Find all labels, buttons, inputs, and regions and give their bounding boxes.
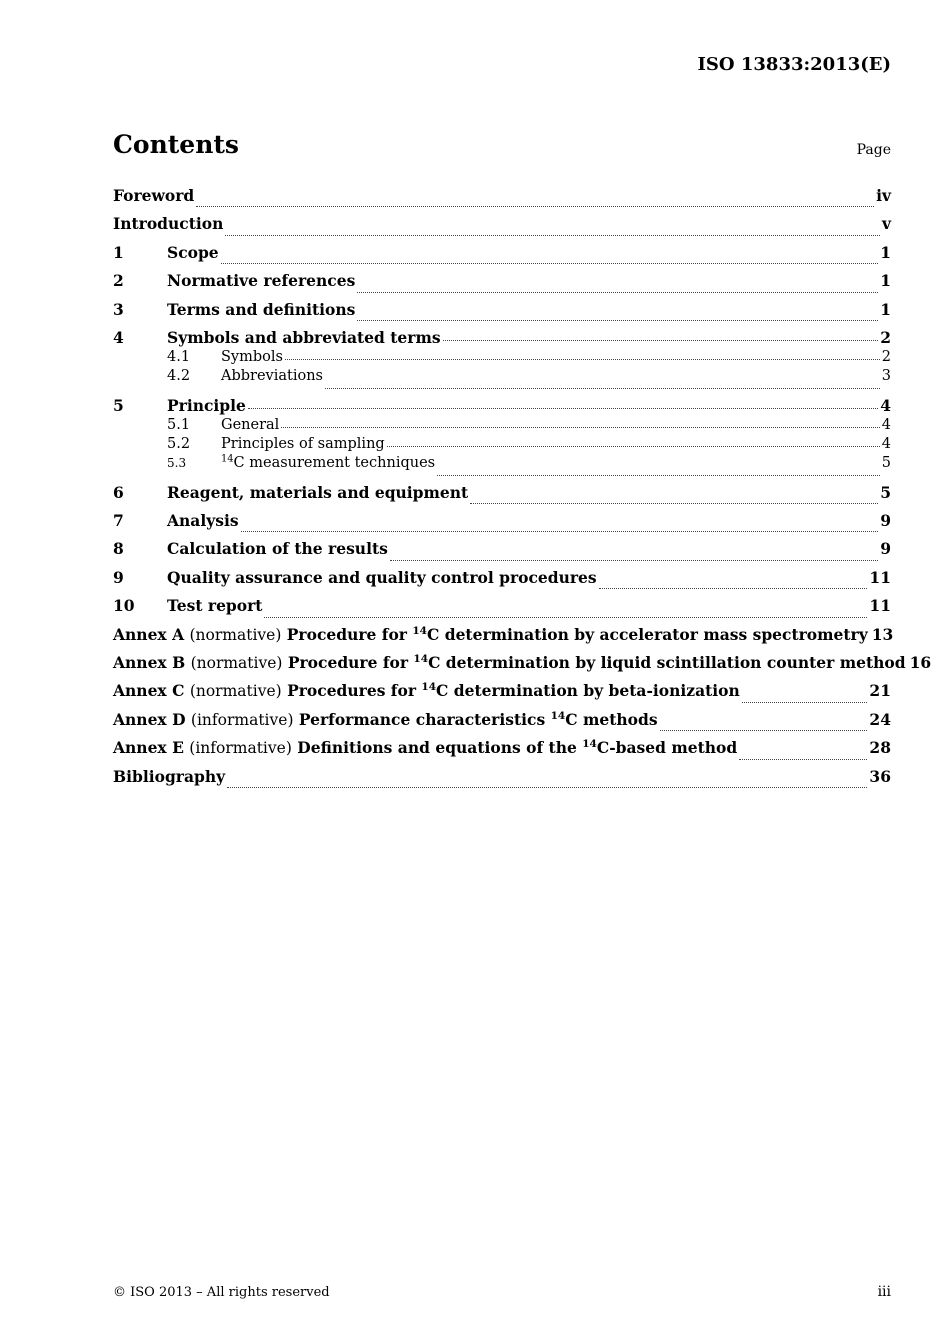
- page-number: 11: [869, 567, 891, 587]
- section-number: 4: [113, 327, 124, 347]
- toc-entry-title: [167, 539, 388, 559]
- section-title: Principle: [167, 395, 246, 415]
- annex-label: Annex E: [113, 738, 184, 758]
- toc-annex-entry[interactable]: [113, 624, 894, 653]
- annex-label: Annex B: [113, 652, 186, 672]
- page-number: 5: [881, 455, 891, 472]
- isotope-superscript: 14: [550, 709, 566, 722]
- toc-entry[interactable]: [113, 568, 891, 596]
- dot-leader: [660, 730, 868, 731]
- annex-title-end: C-based method: [596, 738, 738, 758]
- annex-type: (normative): [189, 682, 282, 701]
- toc-entry-title: [221, 416, 279, 434]
- page-number: 4: [881, 435, 891, 452]
- section-title: Analysis: [167, 511, 239, 531]
- section-number: 8: [113, 539, 124, 559]
- page-number: 4: [880, 395, 891, 415]
- page-number: iv: [876, 186, 891, 205]
- section-number: 5.1: [167, 416, 191, 433]
- section-title: Introduction: [113, 214, 224, 234]
- page-number: 1: [880, 299, 891, 319]
- section-title: Bibliography: [113, 766, 226, 786]
- section-number: 5.3: [167, 456, 187, 471]
- annex-title-end: C methods: [565, 709, 658, 729]
- toc-entry-title: [113, 681, 740, 701]
- section-title: Abbreviations: [221, 368, 323, 385]
- annex-title-end: C determination by liquid scintillation counter method: [428, 652, 906, 672]
- toc-entry-title: [167, 483, 468, 503]
- section-title: Symbols and abbreviated terms: [167, 327, 441, 347]
- section-number: 6: [113, 482, 124, 502]
- toc-entry-title: [221, 435, 385, 453]
- annex-type: (informative): [190, 710, 294, 729]
- annex-label: Annex C: [113, 681, 185, 701]
- isotope-superscript: 14: [412, 624, 427, 637]
- toc-entry[interactable]: [113, 767, 891, 795]
- toc-entry[interactable]: [113, 186, 891, 214]
- annex-label: Annex A: [113, 624, 185, 644]
- dot-leader: [248, 408, 878, 409]
- toc-entry-title: [113, 214, 223, 234]
- page-column-label: Page: [856, 142, 891, 158]
- section-title: C measurement techniques: [233, 455, 436, 472]
- page-number: 36: [869, 766, 891, 786]
- toc-entry-title: [167, 243, 219, 263]
- section-number: 1: [113, 242, 124, 262]
- section-title: Reagent, materials and equipment: [167, 482, 469, 502]
- dot-leader: [357, 320, 878, 321]
- dot-leader: [739, 759, 867, 760]
- table-of-contents: [113, 186, 932, 795]
- dot-leader: [437, 475, 880, 476]
- document-id: ISO 13833:2013(E): [697, 54, 891, 75]
- toc-subentry[interactable]: [113, 435, 891, 454]
- dot-leader: [325, 388, 880, 389]
- annex-type: (normative): [190, 653, 283, 672]
- toc-annex-entry[interactable]: [113, 652, 932, 681]
- toc-entry[interactable]: [113, 396, 891, 416]
- toc-entry-title: [167, 511, 239, 531]
- toc-annex-entry[interactable]: [113, 710, 891, 738]
- toc-entry[interactable]: [113, 214, 891, 242]
- toc-subentry[interactable]: [113, 416, 891, 435]
- dot-leader: [470, 503, 878, 504]
- dot-leader: [196, 206, 874, 207]
- toc-entry-title: [221, 348, 283, 366]
- page-number: 16: [909, 652, 932, 672]
- footer-page-number: iii: [877, 1284, 891, 1300]
- section-title: Symbols: [221, 348, 283, 365]
- section-title: Test report: [167, 596, 263, 616]
- section-number: 3: [113, 299, 124, 319]
- toc-subentry[interactable]: [113, 367, 891, 395]
- toc-annex-entry[interactable]: [113, 738, 891, 766]
- annex-type: (normative): [189, 625, 282, 644]
- toc-entry-title: [167, 271, 355, 291]
- footer-copyright: © ISO 2013 – All rights reserved: [113, 1285, 330, 1300]
- annex-title-end: C determination by accelerator mass spectrometry: [427, 624, 868, 644]
- dot-leader: [225, 235, 880, 236]
- section-number: 2: [113, 271, 124, 291]
- toc-subentry[interactable]: [113, 348, 891, 367]
- page-number: 2: [880, 327, 891, 347]
- section-title: Normative references: [167, 271, 356, 291]
- toc-entry-title: [113, 767, 225, 787]
- toc-entry[interactable]: [113, 511, 891, 539]
- annex-title-start: Definitions and equations of the: [297, 738, 583, 758]
- page-number: 13: [871, 624, 894, 644]
- section-title: Principles of sampling: [221, 435, 385, 452]
- toc-entry[interactable]: [113, 596, 891, 624]
- page-number: 11: [869, 596, 891, 616]
- section-title: Quality assurance and quality control procedures: [167, 567, 597, 587]
- toc-entry[interactable]: [113, 328, 891, 348]
- page-number: 4: [881, 416, 891, 433]
- dot-leader: [264, 617, 867, 618]
- toc-entry-title: [113, 186, 194, 206]
- isotope-superscript: 14: [421, 681, 437, 694]
- dot-leader: [285, 359, 880, 360]
- annex-title-start: Procedures for: [287, 681, 422, 701]
- page-number: 24: [869, 709, 891, 729]
- section-title: Terms and definitions: [167, 299, 356, 319]
- annex-title-start: Procedure for: [286, 624, 413, 644]
- dot-leader: [390, 560, 878, 561]
- annex-label: Annex D: [113, 709, 186, 729]
- section-number: 4.2: [167, 368, 191, 385]
- toc-entry-title: [167, 596, 262, 616]
- section-title: Calculation of the results: [167, 539, 388, 559]
- annex-type: (informative): [189, 739, 292, 758]
- toc-entry-title: [221, 454, 435, 472]
- page-number: 28: [869, 738, 891, 758]
- page-number: 2: [881, 348, 891, 365]
- toc-entry[interactable]: [113, 483, 891, 511]
- section-title: Foreword: [113, 186, 195, 205]
- toc-entry[interactable]: [113, 271, 891, 299]
- toc-entry-title: [167, 396, 246, 416]
- dot-leader: [227, 787, 867, 788]
- section-number: 9: [113, 567, 124, 587]
- dot-leader: [357, 292, 878, 293]
- page-number: 9: [880, 511, 891, 531]
- section-number: 5.2: [167, 435, 191, 452]
- toc-entry-title: [113, 625, 868, 645]
- page-number: 5: [880, 482, 891, 502]
- dot-leader: [221, 263, 879, 264]
- toc-subentry[interactable]: [113, 454, 891, 482]
- section-number: 4.1: [167, 348, 191, 365]
- dot-leader: [387, 446, 880, 447]
- toc-entry-title: [113, 653, 906, 673]
- page-number: 1: [880, 271, 891, 291]
- page-number: 3: [881, 368, 891, 385]
- toc-entry-title: [167, 568, 597, 588]
- page-number: v: [881, 214, 891, 234]
- dot-leader: [281, 427, 879, 428]
- dot-leader: [742, 702, 868, 703]
- dot-leader: [443, 340, 879, 341]
- toc-entry[interactable]: [113, 243, 891, 271]
- section-number: 7: [113, 511, 124, 531]
- section-number: 10: [113, 596, 135, 616]
- page-number: 9: [880, 539, 891, 559]
- section-number: 5: [113, 395, 124, 415]
- annex-title-end: C determination by beta-ionization: [436, 681, 740, 701]
- section-title: General: [221, 416, 280, 433]
- toc-entry[interactable]: [113, 539, 891, 567]
- isotope-superscript: 14: [413, 653, 429, 666]
- page-number: 21: [869, 681, 891, 701]
- isotope-superscript: 14: [221, 453, 234, 465]
- page-number: 1: [880, 242, 891, 262]
- annex-title-start: Procedure for: [287, 652, 414, 672]
- annex-title-start: Performance characteristics: [298, 709, 551, 729]
- dot-leader: [241, 531, 879, 532]
- toc-entry-title: [167, 300, 355, 320]
- section-title: Scope: [167, 242, 219, 262]
- toc-entry-title: [221, 367, 323, 385]
- dot-leader: [599, 588, 868, 589]
- toc-entry-title: [167, 328, 441, 348]
- toc-annex-entry[interactable]: [113, 681, 891, 709]
- contents-title: Contents: [113, 130, 240, 159]
- toc-entry[interactable]: [113, 300, 891, 328]
- toc-entry-title: [113, 738, 737, 758]
- toc-entry-title: [113, 710, 658, 730]
- isotope-superscript: 14: [582, 738, 597, 751]
